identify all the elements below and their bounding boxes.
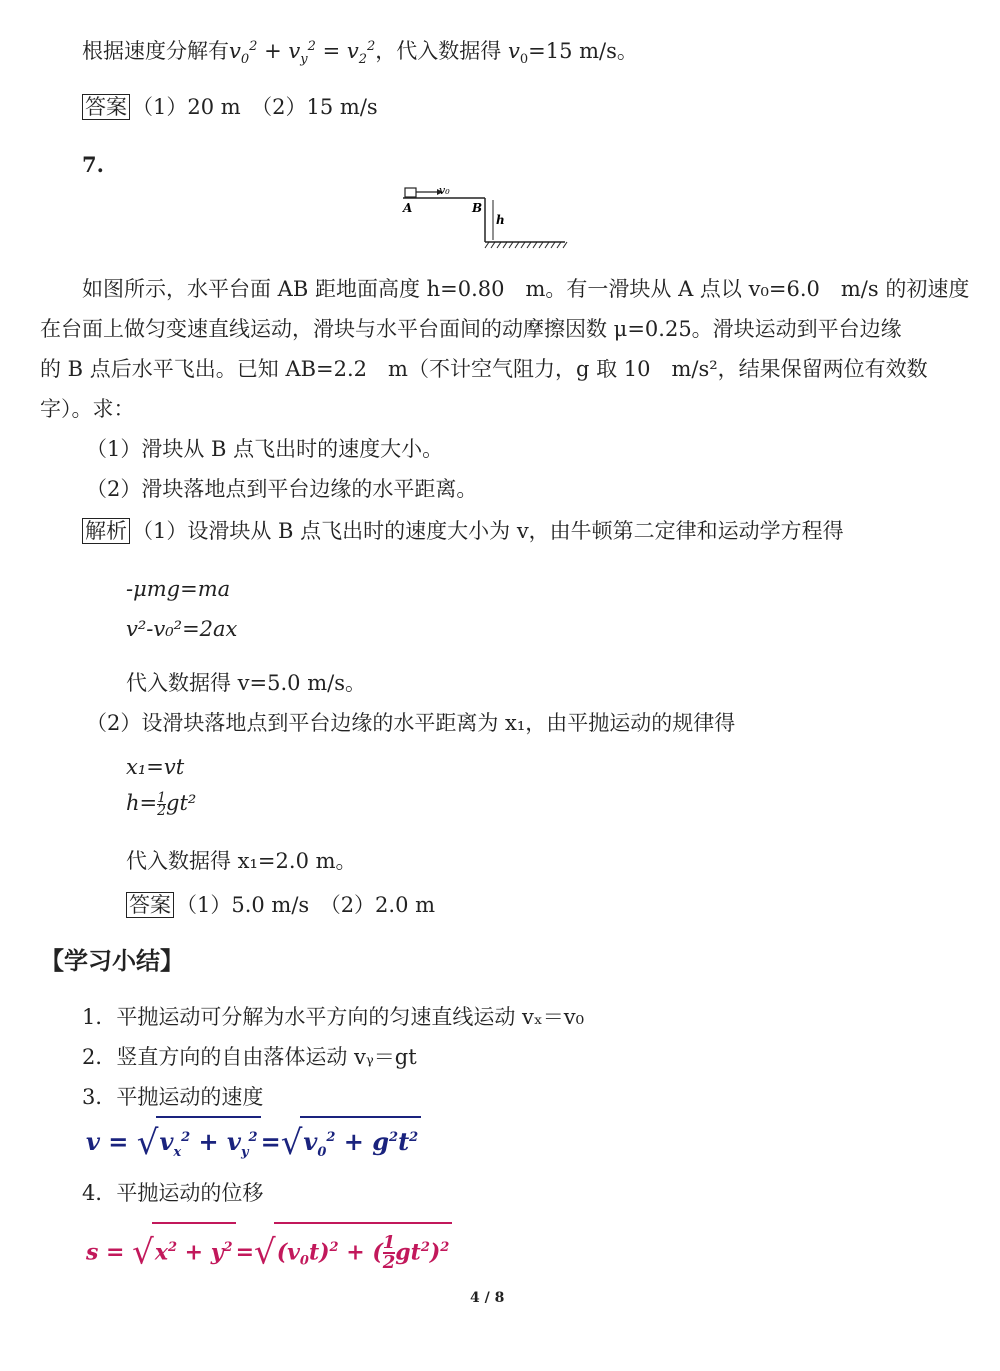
- displacement-formula: $s = √x^2 + y^2 =√(v_0t)^2$ + ( $\frac{1}{2}$ $gt^2)^2$: [86, 1222, 452, 1286]
- eq4-right: gt²: [166, 791, 197, 815]
- solution-step-2: （2）设滑块落地点到平台边缘的水平距离为 x₁，由平抛运动的规律得: [86, 711, 736, 735]
- question-paragraph-line-4: 字）。求：: [40, 397, 135, 421]
- eq4-denominator: 2: [157, 803, 167, 819]
- equation-newton: -μmg=ma: [126, 577, 231, 601]
- v0-label: v₀: [439, 184, 450, 197]
- question-paragraph-line-2: 在台面上做匀变速直线运动，滑块与水平台面间的动摩擦因数 μ=0.25。滑块运动到平台边缘: [40, 317, 902, 341]
- platform-diagram: [395, 182, 575, 252]
- eq4-left: h=: [126, 791, 158, 815]
- result-distance: 代入数据得 x₁=2.0 m。: [126, 849, 357, 873]
- result-velocity: 代入数据得 v=5.0 m/s。: [126, 671, 366, 695]
- line1-v0: v: [507, 39, 520, 63]
- summary-item-1: 1．平抛运动可分解为水平方向的匀速直线运动 vₓ＝v₀: [82, 1005, 585, 1029]
- summary-item-3: 3．平抛运动的速度: [82, 1085, 264, 1109]
- summary-item-4: 4．平抛运动的位移: [82, 1181, 264, 1205]
- answer-block-2: [126, 890, 435, 920]
- equation-horizontal: x₁=vt: [126, 755, 185, 779]
- line1-text: 根据速度分解有: [82, 39, 229, 63]
- slider-block: [405, 188, 416, 197]
- answer-tag: 答案: [82, 94, 130, 120]
- question-paragraph-line-1: 如图所示，水平台面 AB 距地面高度 h=0.80 m。有一滑块从 A 点以 v₀=6.0 m/s 的初速度: [82, 277, 970, 301]
- eq4-numerator: 1: [157, 790, 167, 806]
- answer-text: （1）20 m （2）15 m/s: [132, 95, 378, 119]
- label-a: A: [403, 201, 413, 215]
- velocity-formula: $v = √v_x^2 + v_y^2 =√v_0^2 + g^2t^2$: [86, 1116, 421, 1173]
- solution-tag: 解析: [82, 518, 130, 544]
- velocity-equation: $v_0^2 + v_y^2 = v_2^2$: [229, 39, 376, 68]
- line1-result: =15 m/s。: [528, 39, 638, 63]
- answer-text: （1）5.0 m/s （2）2.0 m: [176, 893, 436, 917]
- ground-hatching: [485, 242, 567, 248]
- sub-question-1: （1）滑块从 B 点飞出时的速度大小。: [86, 437, 444, 461]
- label-b: B: [472, 201, 483, 215]
- summary-heading: 【学习小结】: [40, 946, 184, 975]
- sub-question-2: （2）滑块落地点到平台边缘的水平距离。: [86, 477, 478, 501]
- answer-tag: 答案: [126, 892, 174, 918]
- page-number: 4 / 8: [470, 1290, 505, 1306]
- question-paragraph-line-3: 的 B 点后水平飞出。已知 AB=2.2 m（不计空气阻力，g 取 10 m/s²，结果保留两位有效数: [40, 357, 928, 381]
- question-number: 7.: [82, 152, 104, 177]
- solution-step-1: （1）设滑块从 B 点飞出时的速度大小为 v，由牛顿第二定律和运动学方程得: [132, 519, 844, 543]
- equation-kinematics: v²-v₀²=2ax: [126, 617, 238, 641]
- solution-intro: [82, 516, 844, 546]
- line1-v0-sub: 0: [519, 52, 529, 68]
- label-h: h: [496, 213, 505, 227]
- summary-item-2: 2．竖直方向的自由落体运动 vᵧ＝gt: [82, 1045, 417, 1069]
- equation-vertical: [126, 788, 196, 818]
- answer-block-1: [82, 92, 378, 122]
- velocity-decomposition-line: [82, 32, 638, 75]
- line1-tail: ，代入数据得: [375, 39, 508, 63]
